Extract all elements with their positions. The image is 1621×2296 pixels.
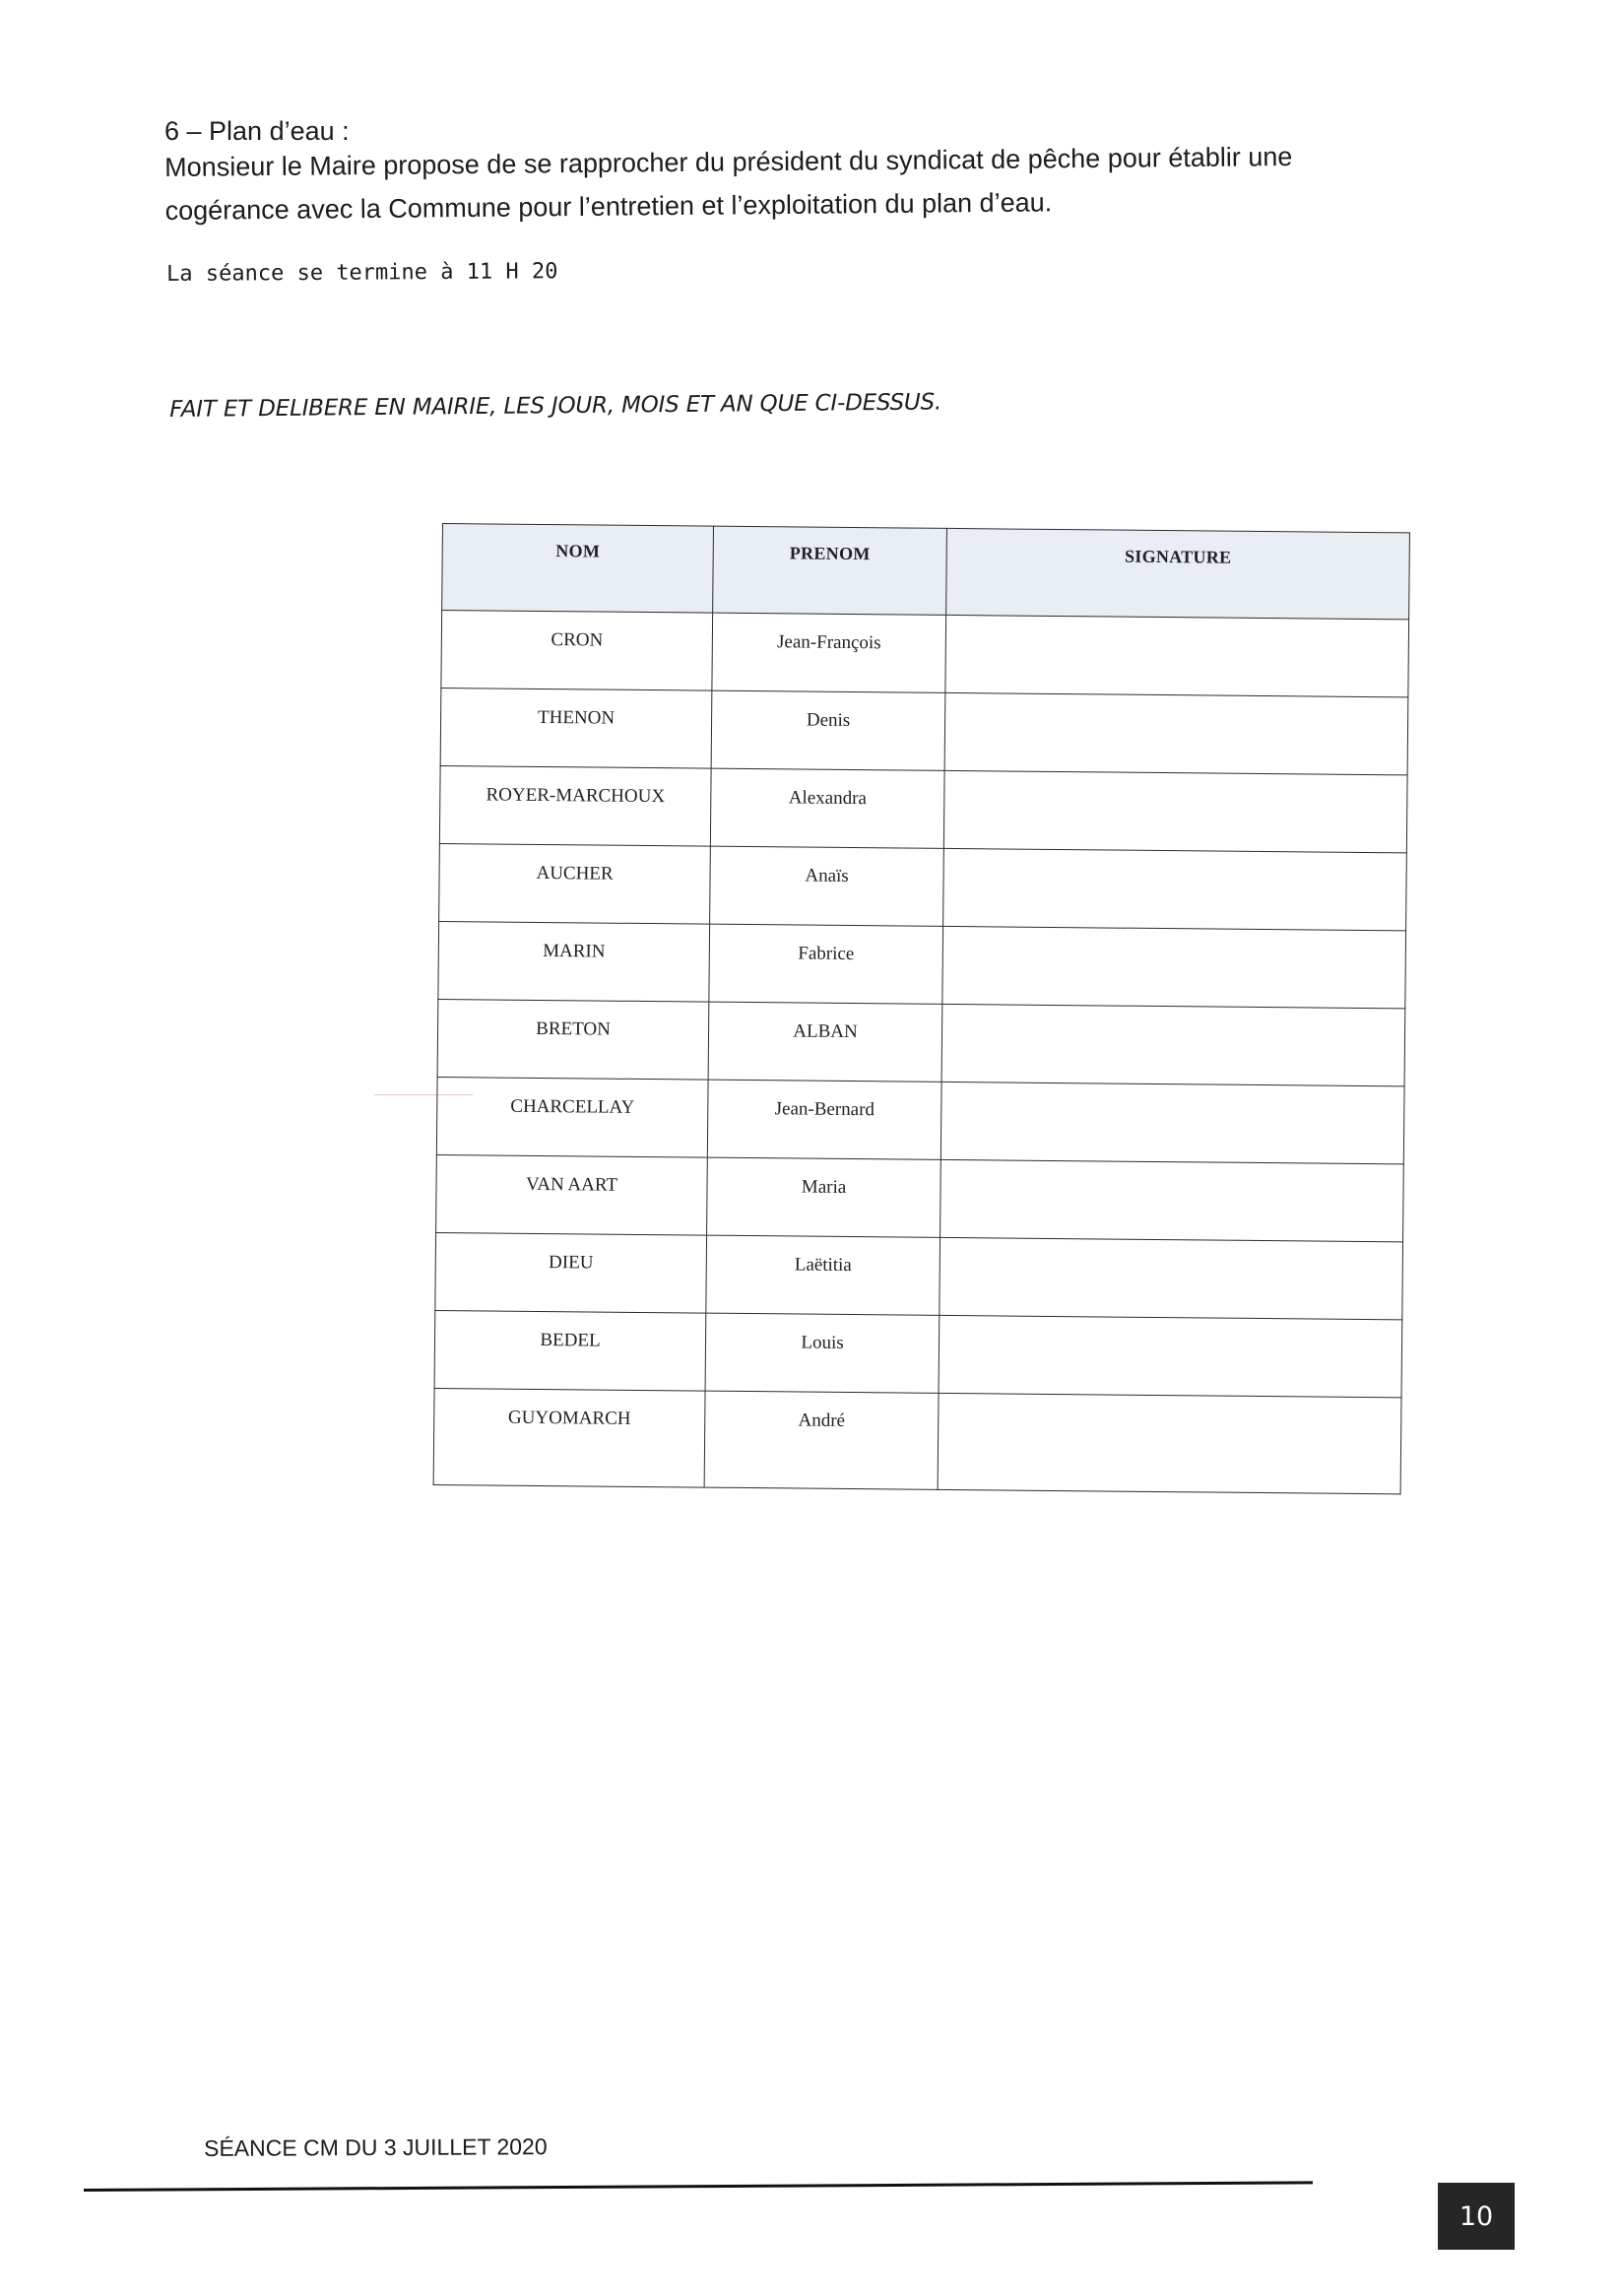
cell-signature <box>938 1393 1401 1494</box>
table-row <box>438 921 1406 1008</box>
cell-prenom: Anaïs <box>710 846 944 926</box>
cell-nom: DIEU <box>435 1232 707 1313</box>
cell-prenom: Maria <box>707 1157 941 1237</box>
closing-statement: FAIT ET DELIBERE EN MAIRIE, LES JOUR, MOIS ET AN QUE CI-DESSUS. <box>169 389 942 423</box>
cell-signature <box>939 1315 1402 1398</box>
table-row <box>441 611 1409 697</box>
cell-nom: CRON <box>441 611 713 691</box>
cell-prenom: Jean-Bernard <box>707 1080 941 1159</box>
header-nom: NOM <box>442 524 714 614</box>
header-prenom: PRENOM <box>713 526 947 615</box>
table-row <box>435 1232 1403 1319</box>
table-row <box>439 765 1407 852</box>
table-row <box>434 1310 1402 1397</box>
cell-signature <box>941 1004 1405 1086</box>
cell-nom: GUYOMARCH <box>433 1388 705 1487</box>
cell-nom: AUCHER <box>439 843 711 924</box>
cell-prenom: ALBAN <box>708 1002 942 1082</box>
table-row <box>439 843 1407 930</box>
cell-prenom: Louis <box>705 1313 940 1393</box>
signature-table <box>433 523 1410 1494</box>
table-row <box>433 1388 1401 1493</box>
cell-signature <box>943 848 1407 931</box>
cell-nom: MARIN <box>438 921 710 1002</box>
cell-signature <box>944 692 1408 775</box>
session-end-time: La séance se termine à 11 H 20 <box>166 259 558 287</box>
table-row <box>437 999 1405 1085</box>
footer-rule <box>84 2181 1313 2192</box>
cell-signature <box>943 770 1407 853</box>
cell-prenom: Alexandra <box>710 768 944 848</box>
cell-signature <box>940 1159 1404 1242</box>
footer-session-label: SÉANCE CM DU 3 JUILLET 2020 <box>204 2133 548 2161</box>
table-row <box>436 1154 1404 1241</box>
cell-signature <box>940 1082 1404 1164</box>
table-row <box>440 688 1408 774</box>
header-signature: SIGNATURE <box>946 528 1410 620</box>
cell-nom: CHARCELLAY <box>436 1077 708 1157</box>
cell-prenom: Jean-François <box>712 613 946 692</box>
section-title: 6 – Plan d’eau : <box>164 116 350 146</box>
cell-signature <box>942 926 1406 1009</box>
cell-prenom: Fabrice <box>709 924 943 1004</box>
cell-nom: ROYER-MARCHOUX <box>439 765 711 846</box>
cell-nom: BRETON <box>437 999 709 1080</box>
table-header-row <box>442 524 1410 620</box>
page-number: 10 <box>1438 2183 1515 2250</box>
cell-prenom: Denis <box>711 690 945 770</box>
cell-nom: THENON <box>440 688 712 768</box>
cell-prenom: André <box>704 1391 939 1489</box>
section-paragraph: Monsieur le Maire propose de se rapprocher du président du syndicat de pêche pour établir une cogérance avec la Commune pour l’entretien et l’exploitation du plan d’eau. <box>164 142 1293 226</box>
cell-signature <box>940 1237 1403 1320</box>
cell-nom: BEDEL <box>434 1310 706 1391</box>
cell-nom: VAN AART <box>436 1154 708 1235</box>
signature-table-wrapper <box>433 523 1409 1494</box>
cell-signature <box>945 615 1409 697</box>
cell-prenom: Laëtitia <box>706 1235 940 1315</box>
table-row <box>436 1077 1404 1163</box>
